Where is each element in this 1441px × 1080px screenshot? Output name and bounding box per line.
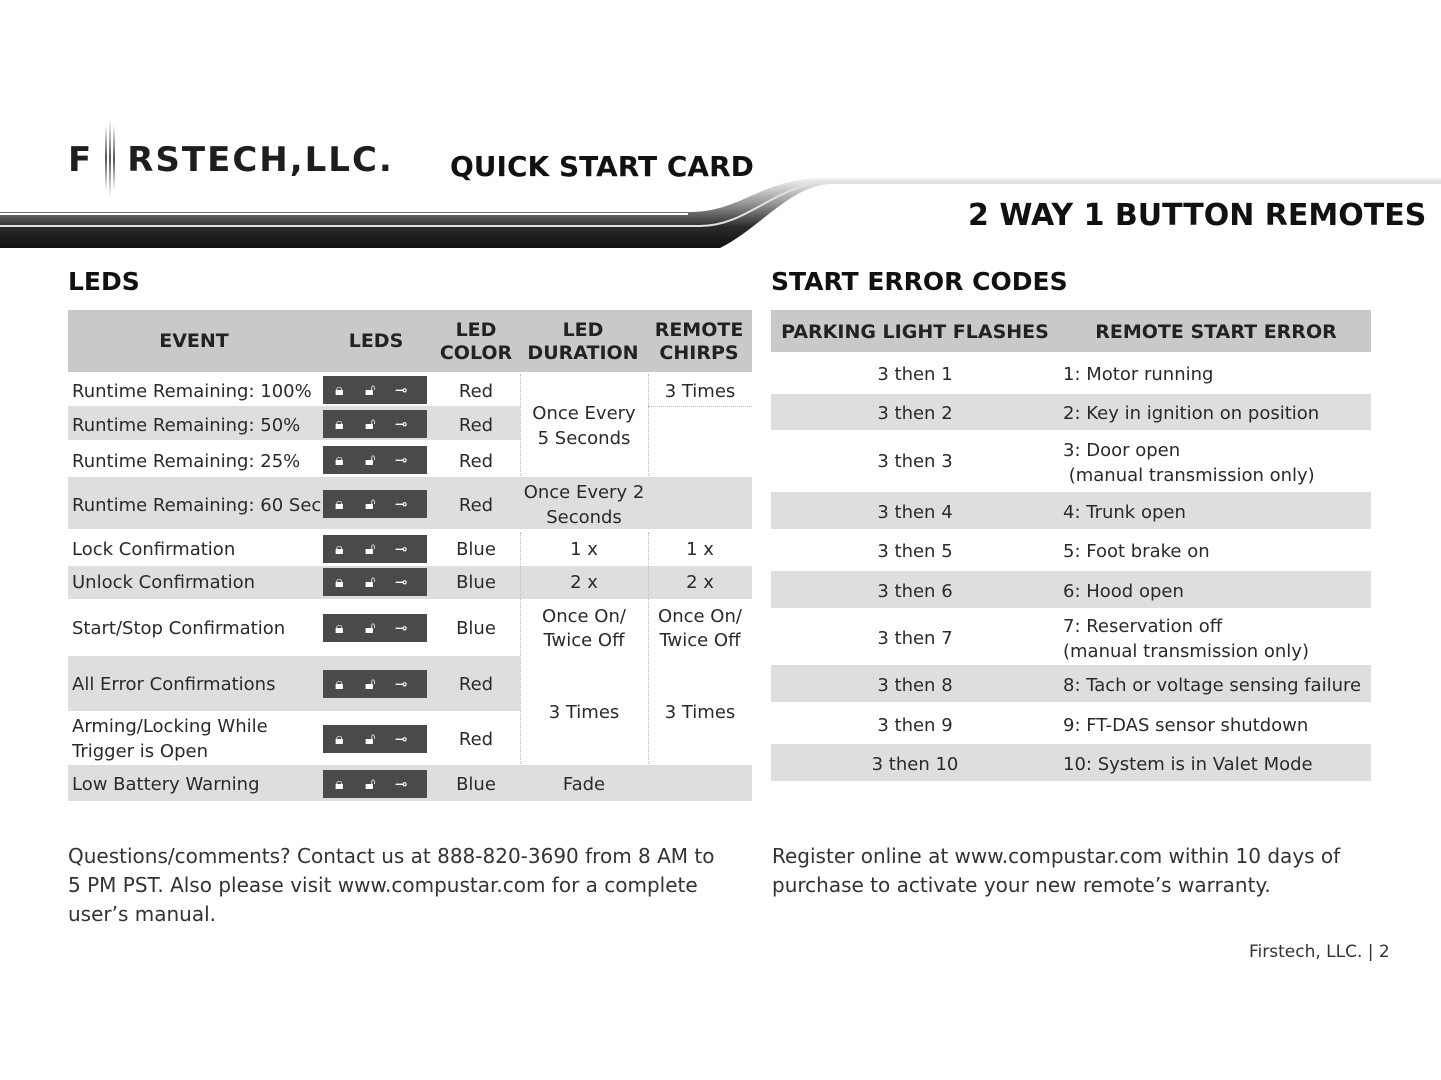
led-indicator [323,490,427,518]
duration-runtime-line1: Once Every [532,403,636,424]
page-subtitle: 2 WAY 1 BUTTON REMOTES [968,198,1427,233]
lock-icon: 🔒︎ [335,729,344,748]
error-8: 8: Tach or voltage sensing failure [1063,675,1362,696]
duration-errors: 3 Times [548,702,620,723]
duration-start-stop-line1: Once On/ [542,606,626,627]
led-indicator [323,535,427,563]
led-indicator [323,376,427,404]
event-all-error-confirmations: All Error Confirmations [72,674,276,695]
brand-logo [68,140,394,180]
register-paragraph: Register online at www.compustar.com within 10 days of purchase to activate your new remote’s warranty. [772,844,1341,897]
event-start-stop-confirmation: Start/Stop Confirmation [72,618,286,639]
flashes-10: 3 then 10 [871,754,959,775]
color-battery: Blue [456,774,496,795]
event-runtime-50: Runtime Remaining: 50% [72,415,301,436]
brand-logo-left: F [68,140,94,180]
flashes-9: 3 then 9 [877,715,953,736]
duration-start-stop-line2: Twice Off [543,630,625,651]
error-codes-table [771,310,1371,782]
unlock-icon: 🔓︎ [365,414,376,433]
lock-icon: 🔒︎ [335,450,344,469]
lock-icon: 🔒︎ [335,494,344,513]
led-indicator [323,770,427,798]
flashes-4: 3 then 4 [877,502,953,523]
event-unlock-confirmation: Unlock Confirmation [72,572,256,593]
led-indicator [323,614,427,642]
leds-table [68,310,752,802]
led-indicator [323,446,427,474]
unlock-icon: 🔓︎ [365,572,376,591]
lock-icon: 🔒︎ [335,618,344,637]
event-low-battery: Low Battery Warning [72,774,260,795]
unlock-icon: 🔓︎ [365,729,376,748]
color-arming: Red [458,729,494,750]
led-indicator [323,410,427,438]
color-unlock: Blue [456,572,496,593]
key-icon: ⊸ [395,415,408,433]
flashes-8: 3 then 8 [877,675,953,696]
brand-logo-right: RSTECH,LLC. [127,140,394,180]
color-runtime-100: Red [458,381,494,402]
event-runtime-25: Runtime Remaining: 25% [72,451,301,472]
flashes-2: 3 then 2 [877,403,953,424]
error-1: 1: Motor running [1063,364,1214,385]
col-header-remote-start-error: REMOTE START ERROR [1095,321,1337,343]
page-number-label: Firstech, LLC. | 2 [1249,942,1390,962]
error-7: 7: Reservation off [1063,616,1223,637]
flashes-5: 3 then 5 [877,541,953,562]
duration-runtime-line2: 5 Seconds [537,428,631,449]
error-10: 10: System is in Valet Mode [1063,754,1313,775]
flashes-1: 3 then 1 [877,364,953,385]
lock-icon: 🔒︎ [335,539,344,558]
col-header-parking-light-flashes: PARKING LIGHT FLASHES [781,321,1049,343]
key-icon: ⊸ [395,381,408,399]
error-4: 4: Trunk open [1063,502,1186,523]
key-icon: ⊸ [395,675,408,693]
key-icon: ⊸ [395,540,408,558]
chirps-unlock: 2 x [686,572,714,593]
error-7-note: (manual transmission only) [1063,641,1309,662]
event-runtime-100: Runtime Remaining: 100% [72,381,312,402]
color-runtime-25: Red [458,451,494,472]
separator [648,406,752,407]
lock-icon: 🔒︎ [335,380,344,399]
event-arming-locking: Arming/Locking While Trigger is Open [72,716,268,762]
led-indicator [323,670,427,698]
key-icon: ⊸ [395,619,408,637]
color-runtime-60sec: Red [458,495,494,516]
led-indicator [323,568,427,596]
unlock-icon: 🔓︎ [365,774,376,793]
event-lock-confirmation: Lock Confirmation [72,539,236,560]
duration-60sec-line2: Seconds [546,507,622,528]
duration-lock: 1 x [570,539,598,560]
col-header-led-duration: LED DURATION [527,319,639,364]
brand-logo-mark [103,141,117,175]
lock-icon: 🔒︎ [335,674,344,693]
key-icon: ⊸ [395,451,408,469]
leds-section-title: LEDS [68,267,140,296]
unlock-icon: 🔓︎ [365,380,376,399]
error-codes-section-title: START ERROR CODES [771,267,1068,296]
unlock-icon: 🔓︎ [365,674,376,693]
key-icon: ⊸ [395,775,408,793]
unlock-icon: 🔓︎ [365,618,376,637]
chirps-errors: 3 Times [664,702,736,723]
lock-icon: 🔒︎ [335,774,344,793]
duration-battery: Fade [562,774,606,795]
duration-unlock: 2 x [570,572,598,593]
error-6: 6: Hood open [1063,581,1184,602]
error-3-note: (manual transmission only) [1063,465,1315,486]
error-3: 3: Door open [1063,440,1181,461]
error-5: 5: Foot brake on [1063,541,1210,562]
color-errors: Red [458,674,494,695]
key-icon: ⊸ [395,573,408,591]
error-2: 2: Key in ignition on position [1063,403,1320,424]
unlock-icon: 🔓︎ [365,494,376,513]
lock-icon: 🔒︎ [335,572,344,591]
col-header-remote-chirps: REMOTE CHIRPS [654,319,744,364]
event-runtime-60sec: Runtime Remaining: 60 Sec [72,495,322,516]
col-header-led-color: LED COLOR [439,319,513,364]
color-start-stop: Blue [456,618,496,639]
chirps-start-stop-line1: Once On/ [658,606,742,627]
color-runtime-50: Red [458,415,494,436]
page-title: QUICK START CARD [450,150,754,183]
key-icon: ⊸ [395,495,408,513]
col-header-event: EVENT [159,330,229,352]
flashes-6: 3 then 6 [877,581,953,602]
duration-60sec-line1: Once Every 2 [523,482,645,503]
flashes-7: 3 then 7 [877,628,953,649]
lock-icon: 🔒︎ [335,414,344,433]
color-lock: Blue [456,539,496,560]
led-indicator [323,725,427,753]
unlock-icon: 🔓︎ [365,450,376,469]
error-9: 9: FT-DAS sensor shutdown [1063,715,1309,736]
flashes-3: 3 then 3 [877,451,953,472]
chirps-start-stop-line2: Twice Off [659,630,741,651]
unlock-icon: 🔓︎ [365,539,376,558]
chirps-runtime-100: 3 Times [664,381,736,402]
chirps-lock: 1 x [686,539,714,560]
key-icon: ⊸ [395,730,408,748]
contact-paragraph: Questions/comments? Contact us at 888-820-3690 from 8 AM to 5 PM PST. Also please visit www.compustar.com for a complete user’s manual. [68,844,715,926]
col-header-leds: LEDS [348,330,404,352]
